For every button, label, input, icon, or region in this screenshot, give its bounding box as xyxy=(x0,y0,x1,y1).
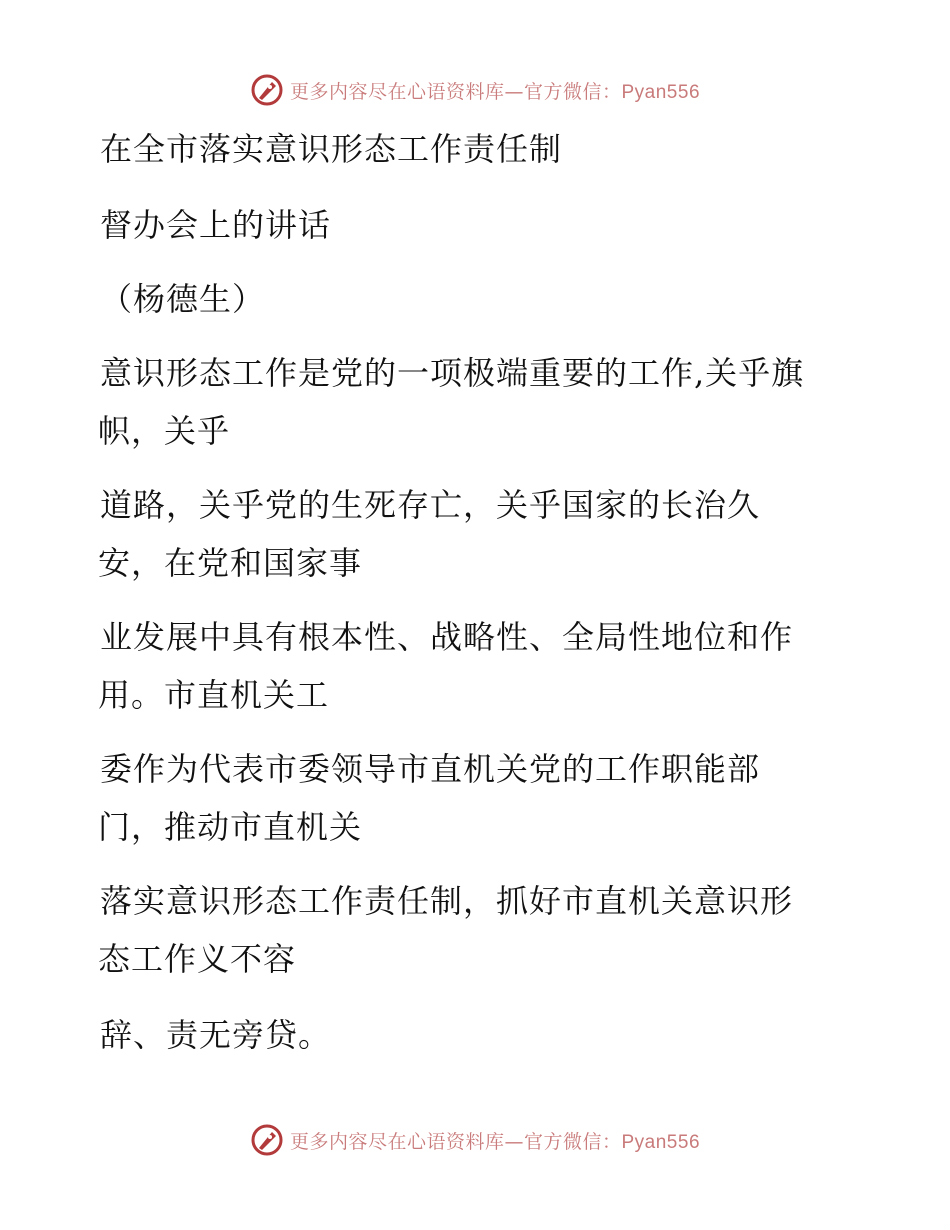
paragraph-line: 门，推动市直机关 xyxy=(98,808,363,846)
paragraph-line: 意识形态工作是党的一项极端重要的工作,关乎旗 xyxy=(100,354,805,392)
pen-nib-logo-icon xyxy=(250,1123,284,1157)
banner-title: 更多内容尽在心语资料库 xyxy=(289,80,505,103)
paragraph-line: 委作为代表市委领导市直机关党的工作职能部 xyxy=(100,750,761,788)
paragraph-line: 帜，关乎 xyxy=(98,412,231,450)
footer-banner xyxy=(0,1122,950,1158)
doc-title-line-1: 在全市落实意识形态工作责任制 xyxy=(100,130,563,168)
paragraph-line: 辞、责无旁贷。 xyxy=(100,1016,332,1054)
paragraph-line: 业发展中具有根本性、战略性、全局性地位和作 xyxy=(100,618,794,656)
banner-dash: — xyxy=(504,1130,524,1153)
banner-wechat-label: 官方微信： xyxy=(523,80,622,103)
pen-nib-logo-icon xyxy=(250,73,284,107)
banner-text xyxy=(290,1127,700,1154)
paragraph-line: 落实意识形态工作责任制，抓好市直机关意识形 xyxy=(100,882,794,920)
doc-author: （杨德生） xyxy=(100,280,266,318)
banner-text xyxy=(290,77,700,104)
paragraph-line: 道路，关乎党的生死存亡，关乎国家的长治久 xyxy=(100,486,761,524)
paragraph-line: 安，在党和国家事 xyxy=(98,544,363,582)
banner-wechat-handle: Pyan556 xyxy=(621,81,701,103)
paragraph-line: 用。市直机关工 xyxy=(98,676,330,714)
banner-wechat-label: 官方微信： xyxy=(523,1130,622,1153)
doc-title-line-2: 督办会上的讲话 xyxy=(100,206,332,244)
banner-title: 更多内容尽在心语资料库 xyxy=(289,1130,505,1153)
banner-dash: — xyxy=(504,80,524,103)
header-banner xyxy=(0,72,950,108)
banner-wechat-handle: Pyan556 xyxy=(621,1131,701,1153)
paragraph-line: 态工作义不容 xyxy=(98,940,297,978)
